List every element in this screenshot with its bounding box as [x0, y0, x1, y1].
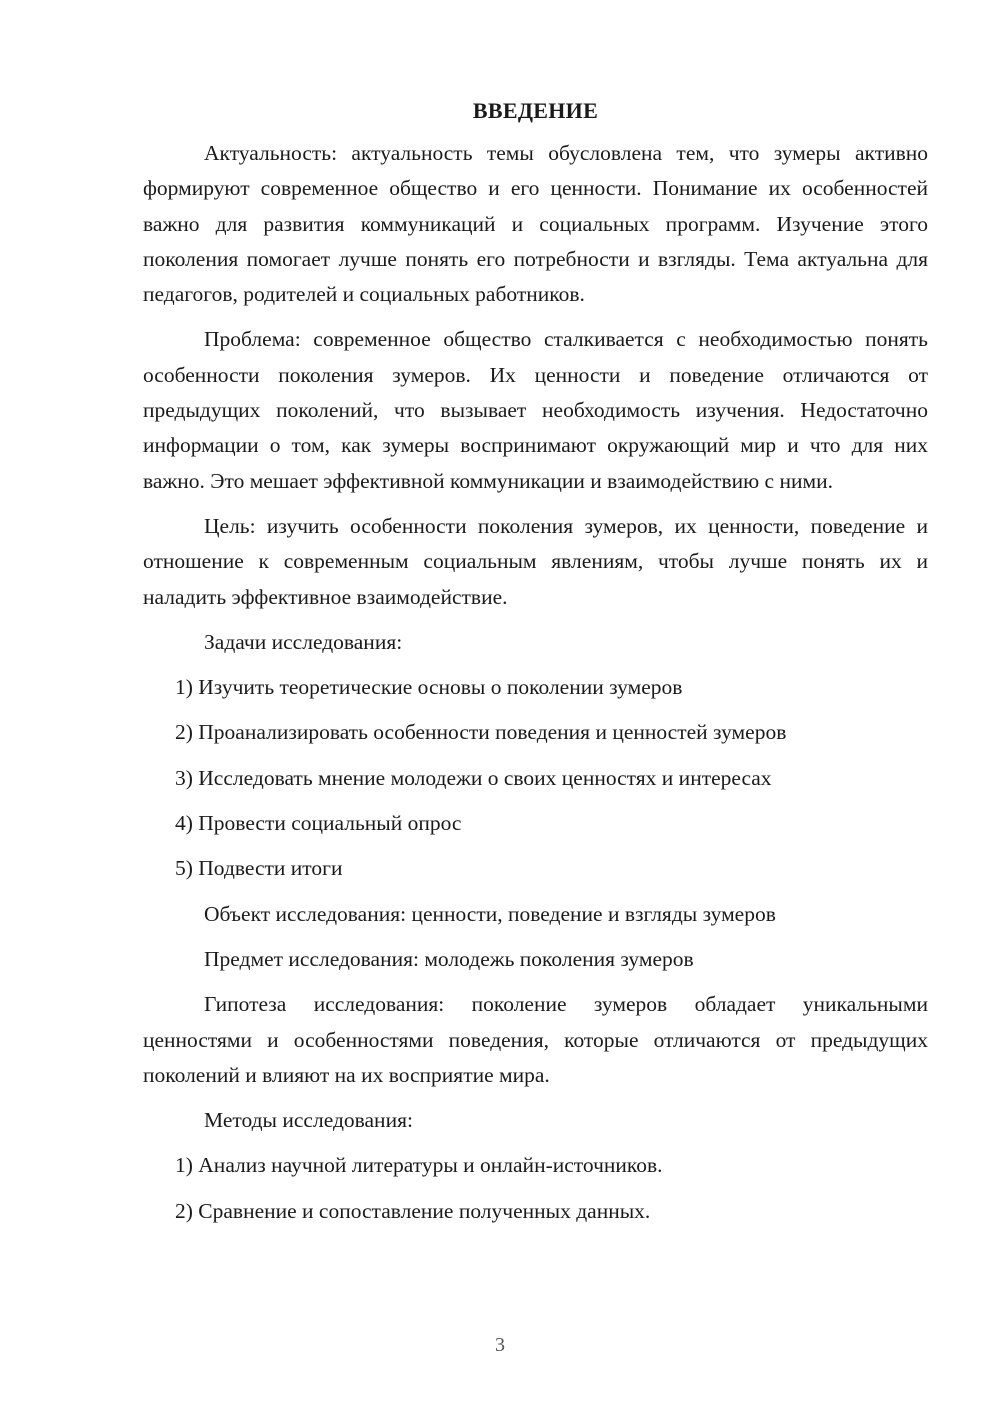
method-item: 2) Сравнение и сопоставление полученных данных. [175, 1198, 651, 1223]
section-title: ВВЕДЕНИЕ [472, 98, 599, 123]
document-page [143, 96, 928, 1239]
task-item: 4) Провести социальный опрос [175, 811, 462, 836]
relevance-paragraph: Актуальность: актуальность темы обусловлена тем, что зумеры активно формируют современное общество и его ценности. Понимание их особенностей важно для развития коммуникаций и социальных программ. Изучение этого поколения помогает лучше понять его потребности и взгляды. Тема актуальна для педагогов, родителей и социальных работников. [143, 141, 928, 307]
goal-paragraph: Цель: изучить особенности поколения зумеров, их ценности, поведение и отношение к современным социальным явлениям, чтобы лучше понять их и наладить эффективное взаимодействие. [143, 513, 928, 609]
task-item: 5) Подвести итоги [175, 856, 343, 881]
task-item: 3) Исследовать мнение молодежи о своих ценностях и интересах [175, 765, 772, 790]
task-item: 1) Изучить теоретические основы о поколении зумеров [175, 675, 683, 700]
page-number: 3 [495, 1334, 505, 1356]
hypothesis-paragraph: Гипотеза исследования: поколение зумеров обладает уникальными ценностями и особенностями поведения, которые отличаются от предыдущих поколений и влияют на их восприятие мира. [143, 992, 928, 1087]
object-line: Объект исследования: ценности, поведение и взгляды зумеров [204, 901, 776, 926]
problem-paragraph: Проблема: современное общество сталкивается с необходимостью понять особенности поколения зумеров. Их ценности и поведение отличаются от предыдущих поколений, что вызывает необходимость изучения. Недостаточно информации о том, как зумеры воспринимают окружающий мир и что для них важно. Это мешает эффективной коммуникации и взаимодействию с ними. [143, 327, 928, 493]
task-item: 2) Проанализировать особенности поведения и ценностей зумеров [175, 720, 787, 745]
subject-line: Предмет исследования: молодежь поколения зумеров [204, 946, 694, 971]
methods-heading: Методы исследования: [204, 1108, 413, 1133]
method-item: 1) Анализ научной литературы и онлайн-источников. [175, 1153, 663, 1178]
tasks-heading: Задачи исследования: [204, 629, 403, 654]
